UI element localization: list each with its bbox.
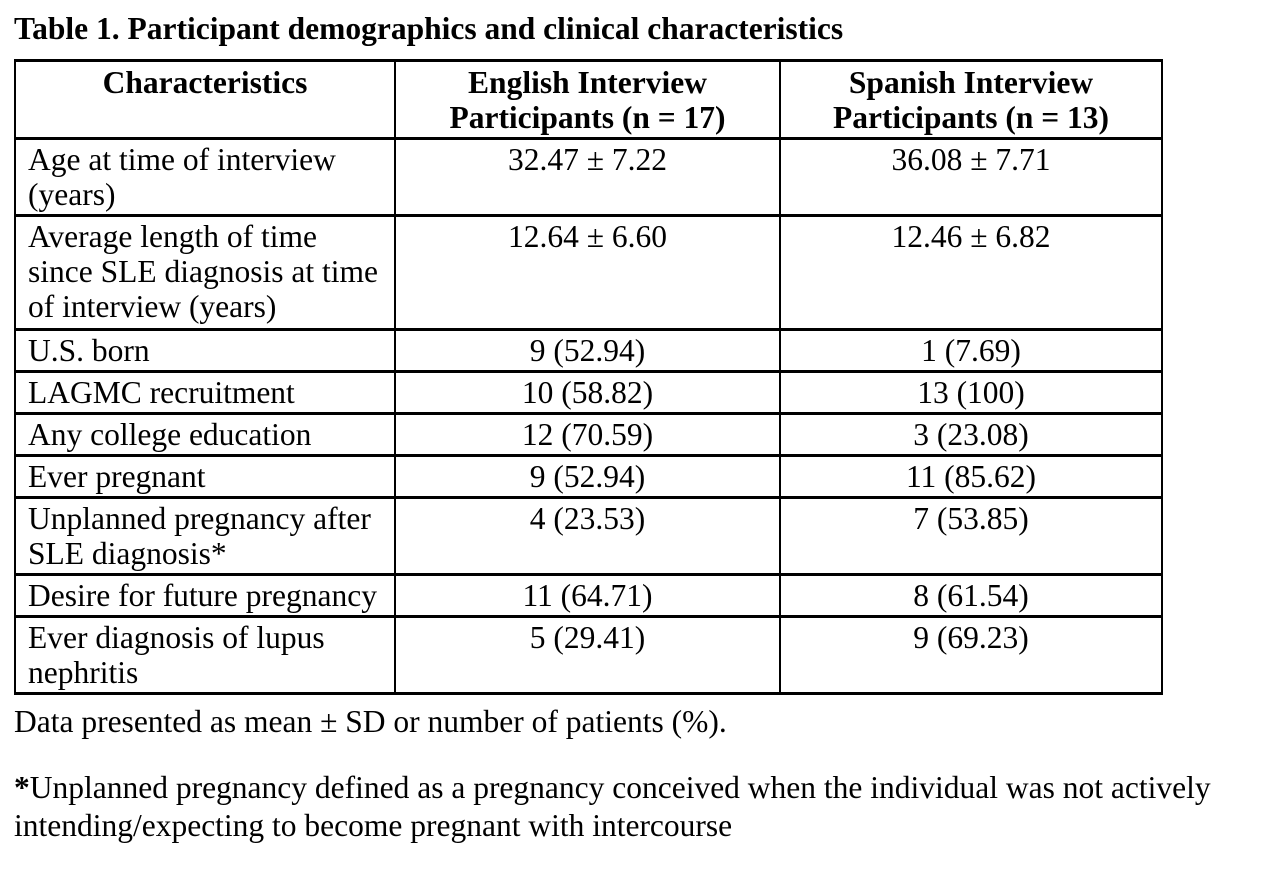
table-row	[15, 575, 1162, 617]
footnote-unplanned-definition	[14, 769, 1264, 845]
row-label-lupus-nephritis: Ever diagnosis of lupus nephritis	[15, 617, 395, 694]
table-row	[15, 330, 1162, 372]
row-diagnosis-length-english-value: 12.64 ± 6.60	[395, 216, 780, 330]
row-lagmc-english-value: 10 (58.82)	[395, 372, 780, 414]
table-row	[15, 456, 1162, 498]
footnote-data-presentation: Data presented as mean ± SD or number of patients (%).	[14, 704, 727, 739]
row-label-us-born: U.S. born	[15, 330, 395, 372]
row-age-english-value: 32.47 ± 7.22	[395, 139, 780, 216]
row-label-future-pregnancy: Desire for future pregnancy	[15, 575, 395, 617]
table-row	[15, 498, 1162, 575]
row-label-lagmc: LAGMC recruitment	[15, 372, 395, 414]
row-unplanned-pregnancy-spanish-value: 7 (53.85)	[780, 498, 1162, 575]
header-english-line1: English Interview	[468, 65, 707, 100]
row-us-born-english-value: 9 (52.94)	[395, 330, 780, 372]
row-unplanned-pregnancy-english-value: 4 (23.53)	[395, 498, 780, 575]
demographics-table	[14, 59, 1163, 695]
table-row	[15, 372, 1162, 414]
row-label-ever-pregnant: Ever pregnant	[15, 456, 395, 498]
table-caption: Table 1. Participant demographics and clinical characteristics	[14, 11, 844, 46]
row-ever-pregnant-spanish-value: 11 (85.62)	[780, 456, 1162, 498]
row-future-pregnancy-spanish-value: 8 (61.54)	[780, 575, 1162, 617]
table-row	[15, 216, 1162, 330]
table-header-row	[15, 61, 1162, 139]
header-spanish-participants	[780, 61, 1162, 139]
row-ever-pregnant-english-value: 9 (52.94)	[395, 456, 780, 498]
header-english-participants	[395, 61, 780, 139]
row-us-born-spanish-value: 1 (7.69)	[780, 330, 1162, 372]
row-label-age: Age at time of interview (years)	[15, 139, 395, 216]
row-lupus-nephritis-english-value: 5 (29.41)	[395, 617, 780, 694]
row-label-unplanned-pregnancy: Unplanned pregnancy after SLE diagnosis*	[15, 498, 395, 575]
row-college-spanish-value: 3 (23.08)	[780, 414, 1162, 456]
table-row	[15, 414, 1162, 456]
footnote-unplanned-definition-text: Unplanned pregnancy defined as a pregnancy conceived when the individual was not actively intending/expecting to become pregnant with intercourse	[14, 770, 1211, 843]
row-age-spanish-value: 36.08 ± 7.71	[780, 139, 1162, 216]
footnote-asterisk: *	[14, 770, 30, 805]
row-diagnosis-length-spanish-value: 12.46 ± 6.82	[780, 216, 1162, 330]
header-characteristics	[15, 61, 395, 139]
row-college-english-value: 12 (70.59)	[395, 414, 780, 456]
row-future-pregnancy-english-value: 11 (64.71)	[395, 575, 780, 617]
table-row	[15, 139, 1162, 216]
header-english-line2: Participants (n = 17)	[449, 100, 726, 135]
row-label-diagnosis-length: Average length of time since SLE diagnosis at time of interview (years)	[15, 216, 395, 330]
header-spanish-line1: Spanish Interview	[848, 65, 1094, 100]
table-row	[15, 617, 1162, 694]
row-lupus-nephritis-spanish-value: 9 (69.23)	[780, 617, 1162, 694]
row-label-college: Any college education	[15, 414, 395, 456]
row-lagmc-spanish-value: 13 (100)	[780, 372, 1162, 414]
header-spanish-line2: Participants (n = 13)	[832, 100, 1110, 135]
header-characteristics-label: Characteristics	[102, 65, 308, 100]
